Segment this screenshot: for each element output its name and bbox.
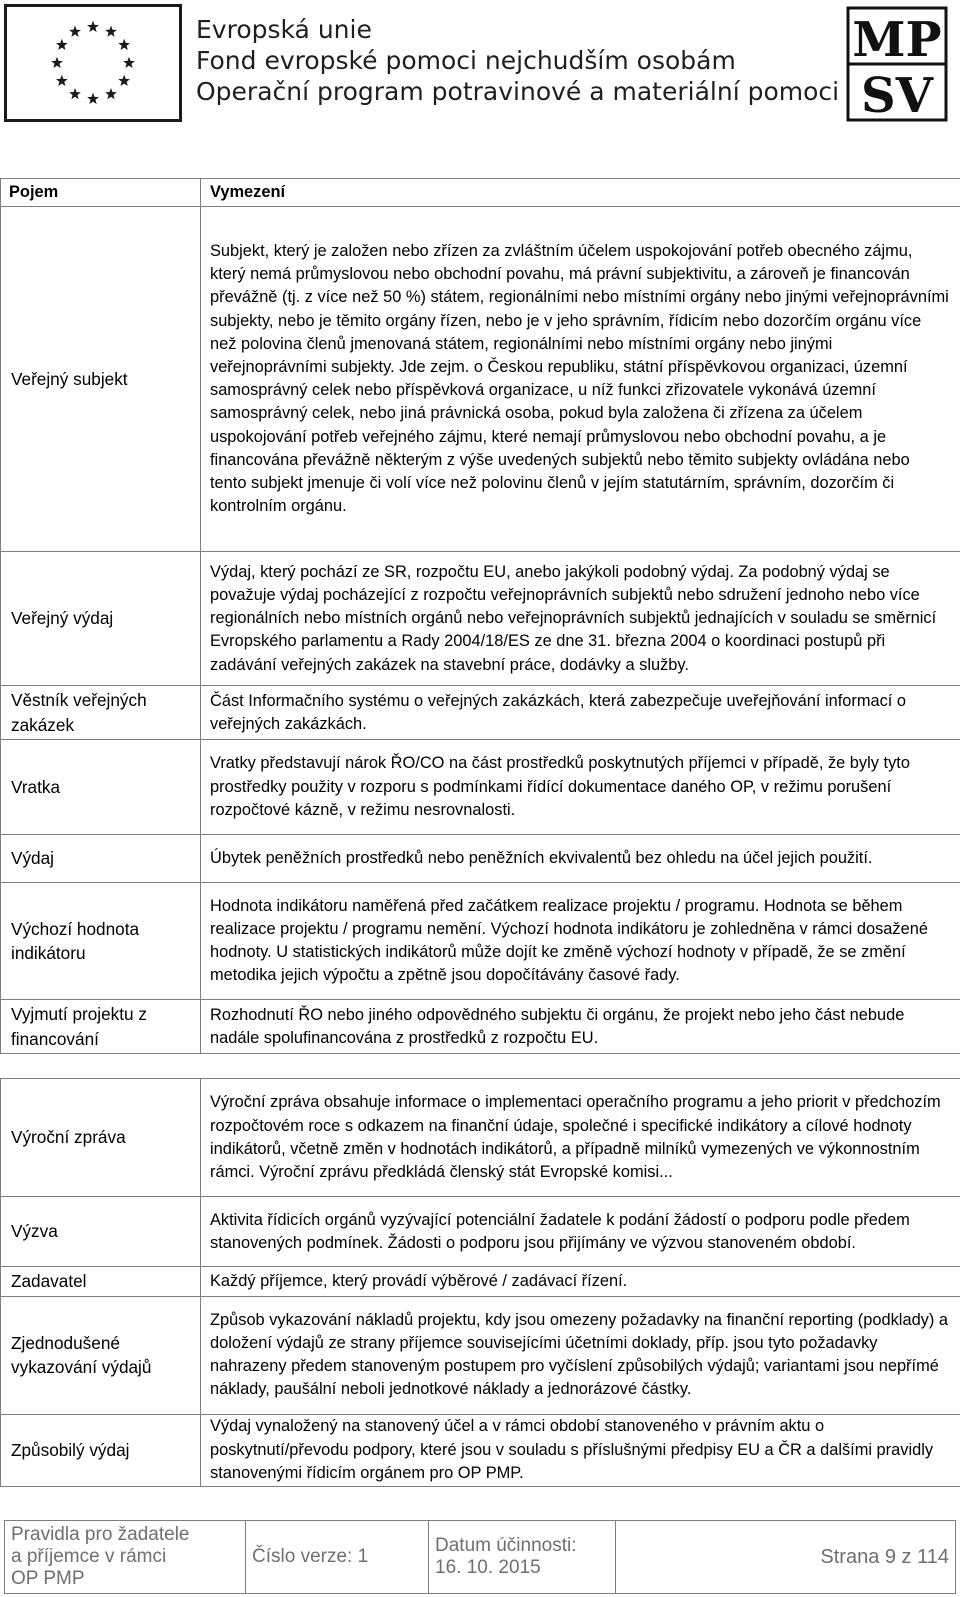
table-header-row (1, 179, 960, 207)
page-header (0, 0, 960, 128)
footer-doc-line-3: OP PMP (11, 1568, 85, 1589)
eu-star-icon (69, 88, 81, 99)
footer-row (5, 1521, 956, 1594)
footer-version: Číslo verze: 1 (246, 1521, 429, 1594)
column-header-term: Pojem (1, 179, 201, 207)
footer-doc-line-1: Pravidla pro žadatele (11, 1524, 190, 1545)
eu-star-icon (105, 26, 117, 37)
table-row (1, 686, 960, 740)
table-row (1, 1079, 960, 1197)
glossary-body (1, 207, 960, 1054)
glossary-term: Veřejný výdaj (1, 552, 201, 686)
eu-star-icon (118, 39, 130, 50)
eu-stars-icon (7, 7, 179, 119)
glossary-term: Věstník veřejných zakázek (1, 686, 201, 740)
eu-programme-title (196, 14, 840, 107)
mpsv-logo-bottom-text: SV (861, 68, 933, 122)
eu-line-1: Evropská unie (196, 15, 372, 44)
eu-star-icon (118, 75, 130, 86)
glossary-term: Výdaj (1, 835, 201, 883)
eu-star-icon (123, 57, 135, 68)
glossary-table (0, 178, 960, 1487)
glossary-definition: Výroční zpráva obsahuje informace o implementaci operačního programu a jeho priorit v předchozím rozpočtovém roce s odkazem na finanční údaje, společné i specifické indikátory a cílové hodnoty indikátorů, včetně změn v hodnotách indikátorů, a případně milníků vymezených ve výkonnostním rámci. Výroční zprávu předkládá členský stát Evropské komisi... (201, 1079, 960, 1197)
eu-star-icon (87, 21, 99, 32)
glossary-definition: Výdaj vynaložený na stanovený účel a v rámci období stanoveného v právním aktu o poskytnutí/převodu podpory, které jsou v souladu s příslušnými předpisy EU a ČR a dalšími pravidly stanovenými řídicím orgánem pro OP PMP. (201, 1414, 960, 1486)
table-row (1, 740, 960, 835)
table-gap-row (1, 1054, 960, 1079)
mpsv-logo (842, 4, 952, 122)
mpsv-logo-top-text: MP (852, 12, 942, 68)
table-row (1, 552, 960, 686)
glossary-definition: Úbytek peněžních prostředků nebo peněžních ekvivalentů bez ohledu na účel jejich použití. (201, 835, 960, 883)
glossary-definition: Každý příjemce, který provádí výběrové / zadávací řízení. (201, 1267, 960, 1297)
eu-star-icon (105, 88, 117, 99)
table-row (1, 835, 960, 883)
glossary-term: Výchozí hodnota indikátoru (1, 883, 201, 1000)
glossary-definition: Rozhodnutí ŘO nebo jiného odpovědného subjektu či orgánu, že projekt nebo jeho část nebude nadále spolufinancována z prostředků z rozpočtu EU. (201, 1000, 960, 1054)
eu-line-2: Fond evropské pomoci nejchudším osobám (196, 46, 736, 75)
eu-star-icon (69, 26, 81, 37)
eu-star-icon (87, 93, 99, 104)
glossary-definition: Vratky představují nárok ŘO/CO na část prostředků poskytnutých příjemci v případě, že byly tyto prostředky použity v rozporu s podmínkami řídící dokumentace daného OP, v režimu porušení rozpočtové kázně, v režimu nesrovnalosti. (201, 740, 960, 835)
glossary-body-continued (1, 1079, 960, 1487)
glossary-definition: Výdaj, který pochází ze SR, rozpočtu EU, anebo jakýkoli podobný výdaj. Za podobný výdaj se považuje výdaj pocházející z rozpočtu veřejnoprávních subjektů nebo sdružení jednoho nebo více regionálních nebo místních orgánů nebo veřejnoprávních subjektů jednajících v souladu se směrnicí Evropského parlamentu a Rady 2004/18/ES ze dne 31. března 2004 o koordinaci postupů při zadávání veřejných zakázek na stavební práce, dodávky a služby. (201, 552, 960, 686)
glossary-definition: Aktivita řídicích orgánů vyzývající potenciální žadatele k podání žádostí o podporu podle předem stanovených podmínek. Žádosti o podporu jsou přijímány ve výzvou stanoveném období. (201, 1197, 960, 1267)
glossary-term: Veřejný subjekt (1, 207, 201, 552)
footer-doc-line-2: a příjemce v rámci (11, 1546, 167, 1567)
table-row (1, 1197, 960, 1267)
glossary-term: Zadavatel (1, 1267, 201, 1297)
footer-page-number: Strana 9 z 114 (616, 1521, 956, 1594)
table-row (1, 883, 960, 1000)
table-row (1, 1267, 960, 1297)
glossary-term: Zjednodušené vykazování výdajů (1, 1296, 201, 1414)
glossary-definition: Způsob vykazování nákladů projektu, kdy jsou omezeny požadavky na finanční reporting (podklady) a doložení výdajů ze strany příjemce souvisejícími účetními doklady, příp. jsou tyto požadavky nahrazeny předem stanoveným postupem pro vyčíslení způsobilých výdajů; variantami jsou nepřímé náklady, paušální neboli jednotkové náklady a jednorázové částky. (201, 1296, 960, 1414)
eu-flag-logo (4, 4, 182, 122)
glossary-definition: Hodnota indikátoru naměřená před začátkem realizace projektu / programu. Hodnota se během realizace projektu / programu nemění. Výchozí hodnota indikátoru je zohledněna v rámci dosažené hodnoty. U statistických indikátorů může dojít ke změně výchozí hodnoty v případě, že se změní metodika jejich výpočtu a zpětně jsou dopočítávány časové řady. (201, 883, 960, 1000)
eu-star-icon (51, 57, 63, 68)
glossary-term: Vyjmutí projektu z financování (1, 1000, 201, 1054)
table-row (1, 207, 960, 552)
footer-date-label: Datum účinnosti: (435, 1535, 577, 1556)
glossary-term: Výroční zpráva (1, 1079, 201, 1197)
eu-star-icon (56, 75, 68, 86)
table-row (1, 1296, 960, 1414)
footer-effective-date (429, 1521, 616, 1594)
glossary-definition: Část Informačního systému o veřejných zakázkách, která zabezpečuje uveřejňování informací o veřejných zakázkách. (201, 686, 960, 740)
glossary-term: Výzva (1, 1197, 201, 1267)
column-header-definition: Vymezení (201, 179, 960, 207)
page-footer (4, 1520, 956, 1594)
eu-line-3: Operační program potravinové a materiální pomoci (196, 77, 840, 106)
glossary-term: Vratka (1, 740, 201, 835)
table-row (1, 1000, 960, 1054)
glossary-term: Způsobilý výdaj (1, 1414, 201, 1486)
footer-document-title (5, 1521, 246, 1594)
table-row (1, 1414, 960, 1486)
footer-date-value: 16. 10. 2015 (435, 1557, 541, 1578)
eu-star-icon (56, 39, 68, 50)
glossary-definition: Subjekt, který je založen nebo zřízen za zvláštním účelem uspokojování potřeb obecného zájmu, který nemá průmyslovou nebo obchodní povahu, má právní subjektivitu, a zároveň je financován převážně (tj. z více než 50 %) státem, regionálními nebo místními orgány nebo jinými veřejnoprávními subjekty, nebo je těmito orgány řízen, nebo je v jeho správním, řídicím nebo dozorčím orgánu více než polovina členů jmenovaná státem, regionálními nebo místními orgány nebo jinými veřejnoprávními subjekty. Jde zejm. o Českou republiku, státní příspěvkovou organizaci, územní samosprávný celek nebo příspěvková organizace, u níž funkci zřizovatele vykonává územní samosprávný celek, nebo jiná právnická osoba, pokud byla založena či zřízena za účelem uspokojování potřeb veřejného zájmu, které nemají průmyslovou nebo obchodní povahu, a je financována převážně některým z výše uvedených subjektů nebo těmito subjekty ovládána nebo tento subjekt jmenuje či volí více než polovinu členů v jejím statutárním, správním, dozorčím či kontrolním orgánu. (201, 207, 960, 552)
